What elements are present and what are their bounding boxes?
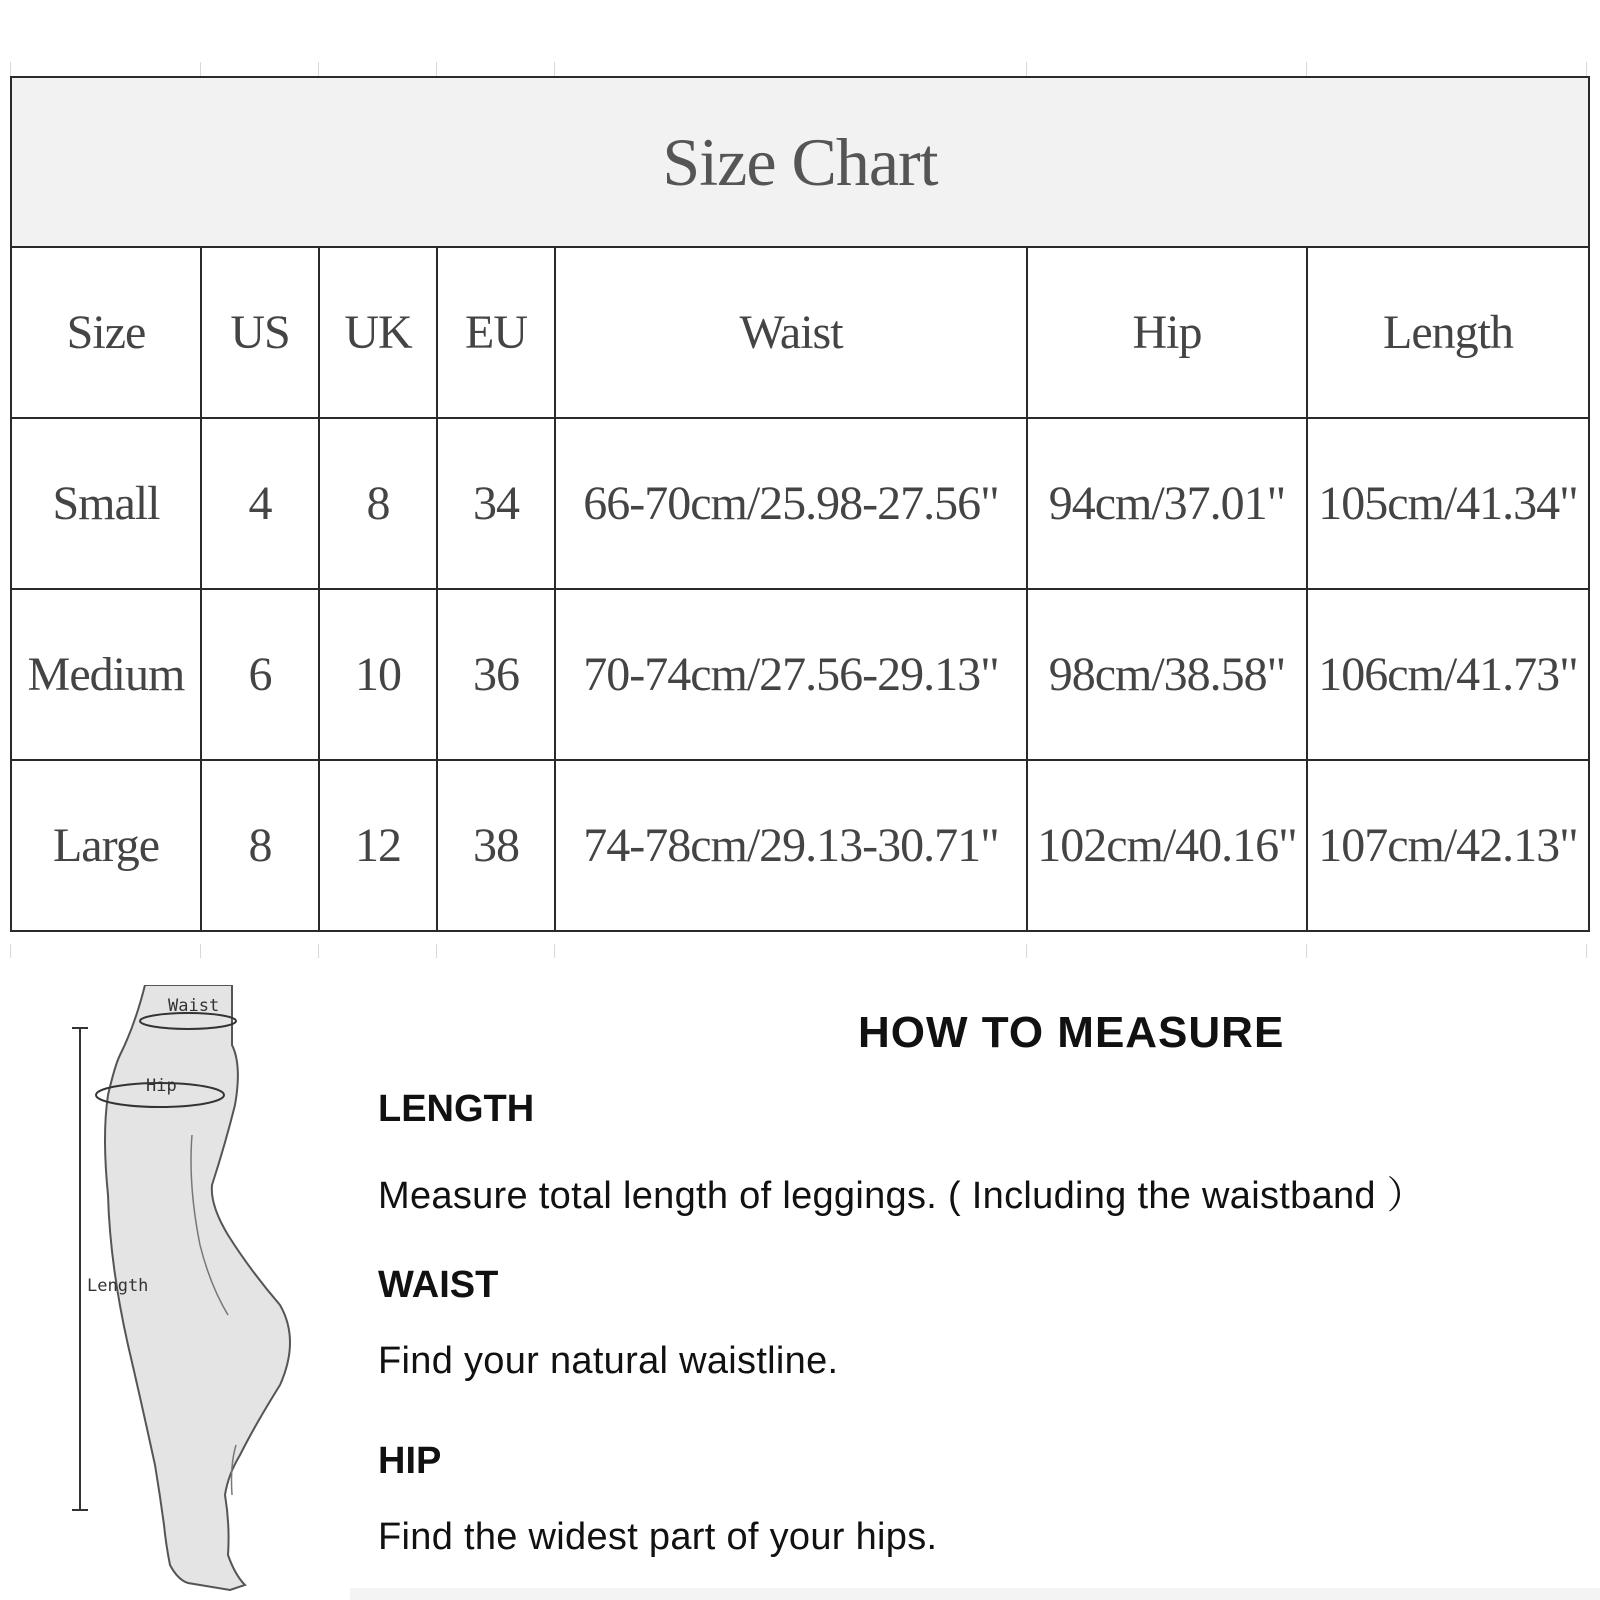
cell-us: 8 [201, 760, 319, 931]
header-us: US [201, 247, 319, 418]
leggings-figure-icon [60, 985, 330, 1595]
cell-length: 107cm/42.13" [1307, 760, 1589, 931]
leggings-measure-illustration [60, 985, 330, 1595]
how-to-measure-title: HOW TO MEASURE [858, 1008, 1285, 1057]
header-uk: UK [319, 247, 437, 418]
cell-waist: 66-70cm/25.98-27.56" [555, 418, 1027, 589]
cell-hip: 94cm/37.01" [1027, 418, 1307, 589]
table-row [11, 418, 1589, 589]
cell-size: Small [11, 418, 201, 589]
size-chart-table [10, 76, 1590, 932]
table-title-row [11, 77, 1589, 247]
cell-uk: 8 [319, 418, 437, 589]
header-size: Size [11, 247, 201, 418]
header-hip: Hip [1027, 247, 1307, 418]
header-eu: EU [437, 247, 555, 418]
table-row [11, 589, 1589, 760]
length-instruction: Measure total length of leggings. ( Including the waistband ） [378, 1175, 1426, 1217]
table-title: Size Chart [11, 77, 1589, 247]
cell-waist: 70-74cm/27.56-29.13" [555, 589, 1027, 760]
header-length: Length [1307, 247, 1589, 418]
cell-size: Medium [11, 589, 201, 760]
bottom-strip [350, 1588, 1600, 1600]
hip-instruction: Find the widest part of your hips. [378, 1516, 938, 1558]
cell-size: Large [11, 760, 201, 931]
cell-eu: 38 [437, 760, 555, 931]
cell-us: 6 [201, 589, 319, 760]
cell-length: 106cm/41.73" [1307, 589, 1589, 760]
cell-waist: 74-78cm/29.13-30.71" [555, 760, 1027, 931]
cell-us: 4 [201, 418, 319, 589]
cell-eu: 34 [437, 418, 555, 589]
cell-eu: 36 [437, 589, 555, 760]
hip-heading: HIP [378, 1440, 442, 1482]
waist-instruction: Find your natural waistline. [378, 1340, 839, 1382]
top-ticks [0, 62, 1600, 76]
waist-heading: WAIST [378, 1264, 499, 1306]
cell-hip: 98cm/38.58" [1027, 589, 1307, 760]
cell-length: 105cm/41.34" [1307, 418, 1589, 589]
cell-uk: 10 [319, 589, 437, 760]
table-row [11, 760, 1589, 931]
header-waist: Waist [555, 247, 1027, 418]
bottom-ticks [0, 944, 1600, 958]
figure-waist-label: Waist [168, 996, 220, 1016]
cell-uk: 12 [319, 760, 437, 931]
figure-length-label: Length [87, 1276, 149, 1296]
length-heading: LENGTH [378, 1088, 535, 1130]
cell-hip: 102cm/40.16" [1027, 760, 1307, 931]
table-header-row [11, 247, 1589, 418]
figure-hip-label: Hip [146, 1076, 177, 1096]
